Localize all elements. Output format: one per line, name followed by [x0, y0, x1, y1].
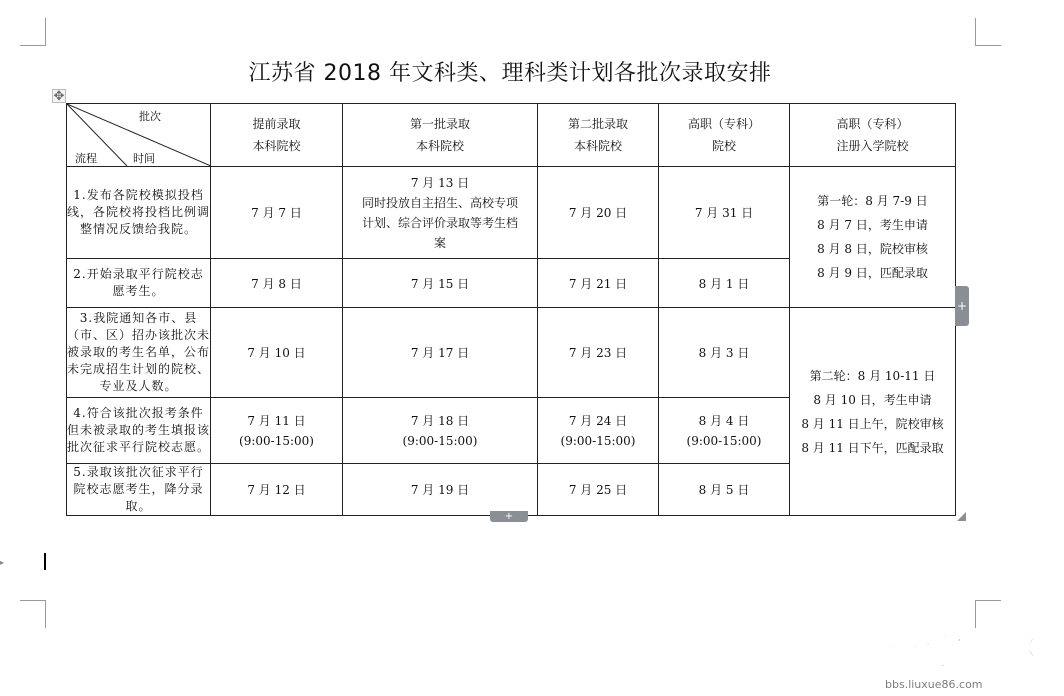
table-row — [67, 167, 956, 259]
date-cell[interactable]: 7 月 19 日 — [343, 464, 538, 516]
crop-mark — [20, 45, 46, 46]
cell-line: 7 月 18 日 — [410, 413, 470, 428]
svg-text:留学社区: 留学社区 — [884, 628, 1044, 674]
time-range: (9:00-15:00) — [686, 433, 762, 448]
cell-line: 案 — [433, 235, 446, 250]
table-move-handle[interactable] — [52, 89, 66, 103]
cell-line: 8 月 9 日，匹配录取 — [817, 266, 928, 280]
cell-line: 8 月 11 日上午，院校审核 — [801, 416, 944, 431]
header-row — [67, 104, 956, 167]
time-range: (9:00-15:00) — [402, 433, 478, 448]
date-cell[interactable]: 8 月 1 日 — [659, 259, 790, 308]
cell-line: 计划、综合评价录取等考生档 — [361, 215, 518, 230]
date-cell[interactable] — [538, 398, 659, 464]
corner-label-flow: 流程 — [75, 152, 97, 165]
date-cell[interactable]: 7 月 10 日 — [211, 308, 343, 398]
time-range: (9:00-15:00) — [239, 433, 314, 448]
vocational-round-1[interactable] — [790, 167, 956, 308]
cell-line: 第一轮：8 月 7-9 日 — [817, 194, 928, 208]
plus-icon: + — [504, 511, 514, 522]
crop-mark — [45, 600, 46, 628]
date-cell[interactable] — [343, 167, 538, 259]
date-cell[interactable] — [211, 398, 343, 464]
header-first-batch[interactable] — [343, 104, 538, 167]
header-vocational[interactable] — [659, 104, 790, 167]
date-cell[interactable]: 7 月 31 日 — [659, 167, 790, 259]
flow-step-4[interactable]: 4.符合该批次报考条件但未被录取的考生填报该批次征求平行院校志愿。 — [67, 398, 211, 464]
header-second-batch[interactable] — [538, 104, 659, 167]
header-line: 院校 — [711, 139, 736, 153]
date-cell[interactable] — [343, 398, 538, 464]
date-cell[interactable]: 7 月 15 日 — [343, 259, 538, 308]
date-cell[interactable]: 7 月 7 日 — [211, 167, 343, 259]
header-line: 本科院校 — [415, 139, 464, 153]
cell-line: 同时投放自主招生、高校专项 — [361, 195, 518, 210]
corner-label-time: 时间 — [133, 152, 155, 165]
header-line: 高职（专科） — [687, 117, 760, 131]
date-cell[interactable]: 7 月 23 日 — [538, 308, 659, 398]
diagonal-header-cell[interactable] — [67, 104, 211, 167]
cell-line: 8 月 10 日，考生申请 — [813, 392, 932, 407]
date-cell[interactable]: 8 月 3 日 — [659, 308, 790, 398]
table-row — [67, 308, 956, 398]
crop-mark — [975, 45, 1001, 46]
cell-line: 8 月 8 日，院校审核 — [817, 242, 928, 256]
header-line: 本科院校 — [573, 139, 622, 153]
crop-mark — [975, 18, 976, 46]
date-cell[interactable]: 7 月 8 日 — [211, 259, 343, 308]
header-early-admission[interactable] — [211, 104, 343, 167]
vocational-round-2[interactable] — [790, 308, 956, 516]
document-title: 江苏省 2018 年文科类、理科类计划各批次录取安排 — [248, 61, 772, 86]
date-cell[interactable]: 7 月 25 日 — [538, 464, 659, 516]
date-cell[interactable]: 7 月 20 日 — [538, 167, 659, 259]
crop-mark — [20, 600, 46, 601]
corner-label-batch: 批次 — [139, 110, 161, 123]
date-cell[interactable]: 7 月 17 日 — [343, 308, 538, 398]
watermark-url: bbs.liuxue86.com — [885, 678, 983, 691]
table-resize-handle[interactable] — [957, 512, 966, 521]
date-cell[interactable] — [659, 398, 790, 464]
date-cell[interactable]: 7 月 12 日 — [211, 464, 343, 516]
cell-line: 8 月 7 日，考生申请 — [817, 218, 928, 232]
header-line: 第一批录取 — [409, 117, 470, 131]
header-line: 本科院校 — [252, 139, 301, 153]
flow-step-3[interactable]: 3.我院通知各市、县（市、区）招办该批次未被录取的考生名单，公布未完成招生计划的院校、专业及人数。 — [67, 308, 211, 398]
header-vocational-registration[interactable] — [790, 104, 956, 167]
plus-icon: + — [956, 299, 968, 313]
cell-line: 第二轮：8 月 10-11 日 — [809, 368, 936, 383]
add-row-button[interactable] — [490, 511, 528, 522]
text-cursor — [44, 553, 46, 570]
time-range: (9:00-15:00) — [560, 433, 636, 448]
flow-step-1[interactable]: 1.发布各院校模拟投档线，各院校将投档比例调整情况反馈给我院。 — [67, 167, 211, 259]
cell-line: 8 月 11 日下午，匹配录取 — [801, 440, 944, 455]
cell-line: 7 月 13 日 — [410, 175, 470, 190]
date-cell[interactable]: 7 月 21 日 — [538, 259, 659, 308]
flow-step-5[interactable]: 5.录取该批次征求平行院校志愿考生，降分录取。 — [67, 464, 211, 516]
crop-mark — [45, 18, 46, 46]
header-line: 提前录取 — [252, 117, 301, 131]
margin-marker-icon: ▸ — [0, 558, 5, 567]
add-column-button[interactable] — [955, 286, 969, 326]
crop-mark — [975, 600, 1001, 601]
header-line: 注册入学院校 — [836, 139, 909, 153]
cell-line: 7 月 24 日 — [568, 413, 628, 428]
admission-schedule-table[interactable] — [66, 103, 956, 516]
header-line: 高职（专科） — [836, 117, 909, 131]
cell-line: 7 月 11 日 — [247, 413, 306, 428]
date-cell[interactable]: 8 月 5 日 — [659, 464, 790, 516]
flow-step-2[interactable]: 2.开始录取平行院校志愿考生。 — [67, 259, 211, 308]
cell-line: 8 月 4 日 — [698, 413, 750, 428]
header-line: 第二批录取 — [567, 117, 628, 131]
move-icon: ✥ — [53, 88, 65, 104]
